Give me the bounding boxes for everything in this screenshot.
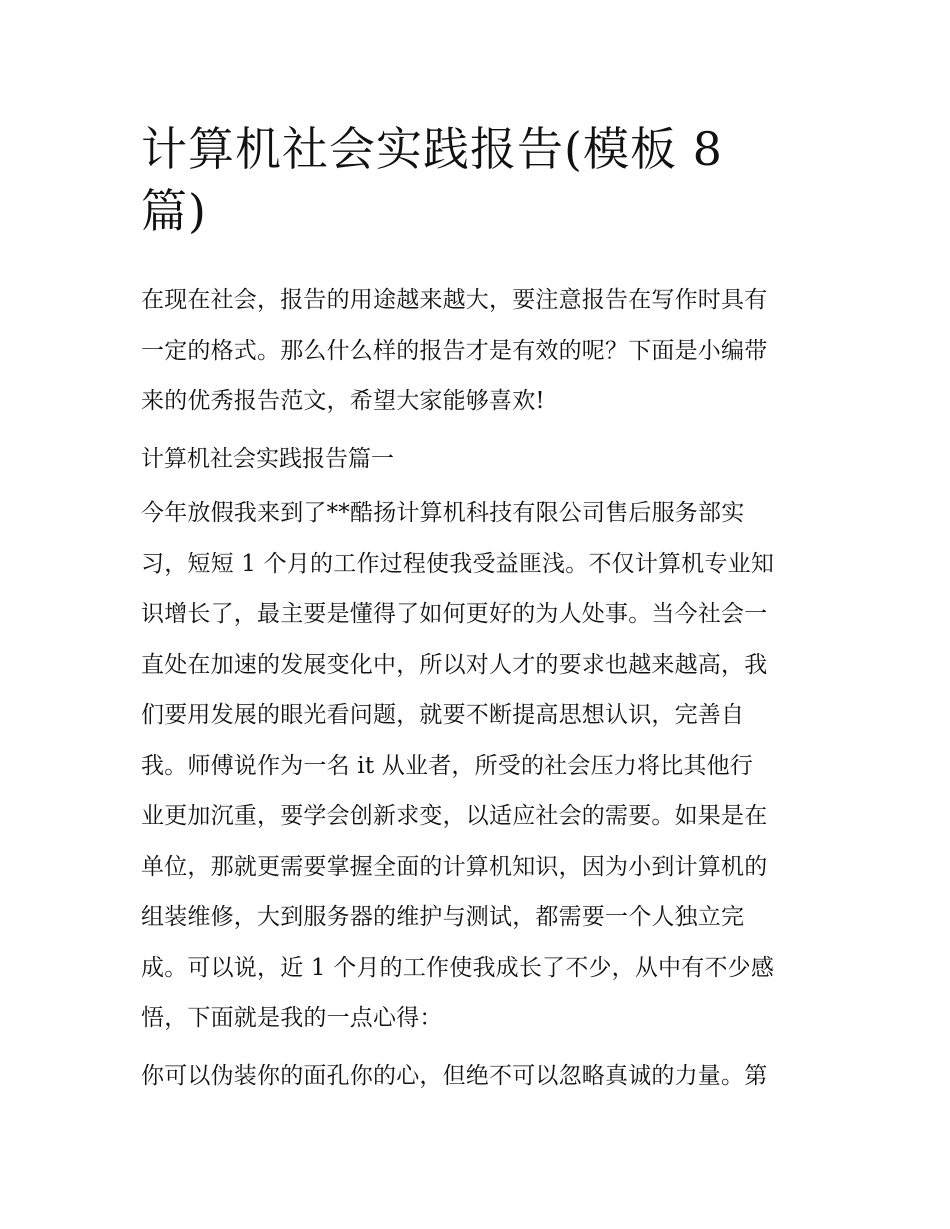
text-line: 们要用发展的眼光看问题，就要不断提高思想认识，完善自: [141, 702, 745, 728]
document-body: [141, 275, 811, 1101]
title-line: 计算机社会实践报告(模板 8: [141, 122, 723, 176]
body-paragraph-1: [141, 488, 811, 1044]
body-paragraph-2: [141, 1051, 811, 1102]
text-line: 成。可以说，近 1 个月的工作使我成长了不少，从中有不少感: [141, 954, 775, 981]
title-line: 篇): [141, 184, 207, 238]
text-line: 在现在社会，报告的用途越来越大，要注意报告在写作时具有: [141, 287, 768, 313]
text-line: 业更加沉重，要学会创新求变，以适应社会的需要。如果是在: [141, 803, 768, 829]
text-line: 直处在加速的发展变化中，所以对人才的要求也越来越高，我: [141, 651, 768, 678]
text-line: 你可以伪装你的面孔你的心，但绝不可以忽略真诚的力量。第: [141, 1062, 768, 1089]
intro-paragraph: [141, 275, 811, 427]
text-line: 单位，那就更需要掌握全面的计算机知识，因为小到计算机的: [141, 853, 768, 880]
text-line: 来的优秀报告范文，希望大家能够喜欢!: [141, 388, 545, 414]
text-line: 一定的格式。那么什么样的报告才是有效的呢？下面是小编带: [141, 337, 768, 364]
document-content: [141, 118, 811, 1108]
text-line: 识增长了，最主要是懂得了如何更好的为人处事。当今社会一: [141, 601, 768, 627]
text-line: 习，短短 1 个月的工作过程使我受益匪浅。不仅计算机专业知: [141, 550, 775, 577]
text-line: 今年放假我来到了**酷扬计算机科技有限公司售后服务部实: [141, 500, 745, 526]
section-heading: 计算机社会实践报告篇一: [141, 445, 394, 472]
text-line: 组装维修，大到服务器的维护与测试，都需要一个人独立完: [141, 904, 745, 930]
document-title: [141, 118, 811, 242]
text-line: 悟，下面就是我的一点心得：: [141, 1005, 443, 1031]
text-line: 我。师傅说作为一名 it 从业者，所受的社会压力将比其他行: [141, 752, 754, 779]
